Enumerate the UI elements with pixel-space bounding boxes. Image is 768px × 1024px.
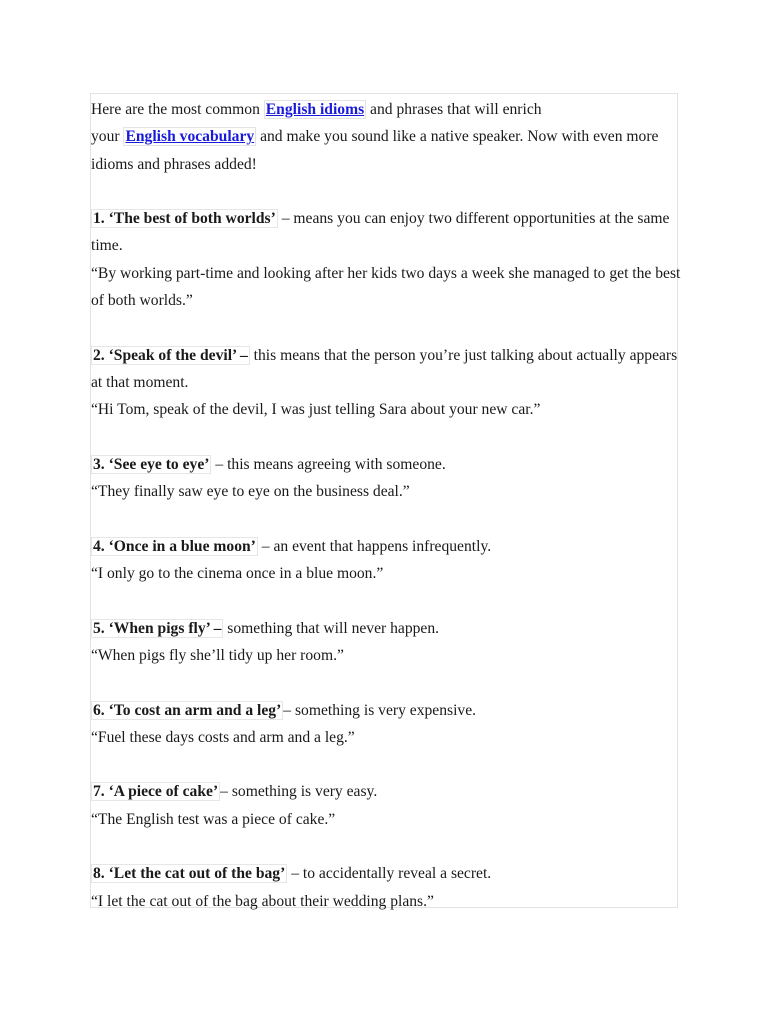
idiom-entry-5 bbox=[91, 615, 681, 670]
idiom-example: “Hi Tom, speak of the devil, I was just telling Sara about your new car.” bbox=[91, 401, 541, 419]
idiom-definition bbox=[91, 615, 681, 642]
idiom-meaning: – to accidentally reveal a secret. bbox=[287, 865, 492, 883]
idiom-entry-8 bbox=[91, 860, 681, 915]
idiom-entry-4 bbox=[91, 533, 681, 588]
idiom-example: “They finally saw eye to eye on the business deal.” bbox=[91, 483, 410, 501]
article-body bbox=[91, 96, 681, 915]
idiom-title: 8. ‘Let the cat out of the bag’ bbox=[93, 865, 286, 883]
idiom-example: “I only go to the cinema once in a blue moon.” bbox=[91, 565, 384, 583]
idiom-title: 5. ‘When pigs fly’ – bbox=[93, 619, 222, 637]
idiom-title: 3. ‘See eye to eye’ bbox=[93, 455, 210, 473]
idiom-definition bbox=[91, 697, 681, 724]
idiom-title: 7. ‘A piece of cake’ bbox=[93, 783, 219, 801]
english-vocabulary-link[interactable]: English vocabulary bbox=[125, 128, 255, 146]
idiom-definition bbox=[91, 778, 681, 805]
idiom-meaning: – this means agreeing with someone. bbox=[211, 455, 446, 473]
idiom-definition bbox=[91, 451, 681, 478]
idiom-meaning: something that will never happen. bbox=[223, 619, 440, 637]
intro-text: your bbox=[91, 128, 124, 146]
intro-text: Here are the most common bbox=[91, 101, 264, 118]
intro-paragraph bbox=[91, 96, 681, 178]
idiom-example: “The English test was a piece of cake.” bbox=[91, 810, 336, 828]
idiom-meaning: – means you can enjoy two different opportunities at the same time. bbox=[91, 210, 670, 255]
idiom-example: “I let the cat out of the bag about their wedding plans.” bbox=[91, 892, 434, 910]
idiom-title: 2. ‘Speak of the devil’ – bbox=[93, 346, 248, 364]
intro-text: and phrases that will enrich bbox=[366, 101, 542, 118]
english-idioms-link[interactable]: English idioms bbox=[265, 101, 365, 118]
idiom-entry-3 bbox=[91, 451, 681, 506]
idiom-meaning: – an event that happens infrequently. bbox=[257, 537, 492, 555]
idiom-meaning: – something is very easy. bbox=[220, 783, 378, 801]
idiom-title: 4. ‘Once in a blue moon’ bbox=[93, 537, 256, 555]
idiom-example: “By working part-time and looking after her kids two days a week she managed to get the best of both worlds.” bbox=[91, 264, 681, 310]
idiom-entry-1 bbox=[91, 205, 681, 314]
idiom-title: 1. ‘The best of both worlds’ bbox=[93, 210, 276, 228]
idiom-definition bbox=[91, 342, 681, 397]
idiom-entry-2 bbox=[91, 342, 681, 424]
idiom-title: 6. ‘To cost an arm and a leg’ bbox=[93, 701, 282, 719]
intro-text: and make you sound like a native speaker. Now with even more idioms and phrases added! bbox=[91, 128, 659, 173]
idiom-meaning: this means that the person you’re just talking about actually appears at that moment. bbox=[91, 346, 678, 391]
idiom-entry-7 bbox=[91, 778, 681, 833]
idiom-example: “Fuel these days costs and arm and a leg.” bbox=[91, 728, 355, 746]
idiom-definition bbox=[91, 533, 681, 560]
idiom-entry-6 bbox=[91, 697, 681, 752]
idiom-meaning: – something is very expensive. bbox=[283, 701, 477, 719]
idiom-definition bbox=[91, 205, 681, 260]
idiom-definition bbox=[91, 860, 681, 887]
idiom-example: “When pigs fly she’ll tidy up her room.” bbox=[91, 646, 344, 664]
